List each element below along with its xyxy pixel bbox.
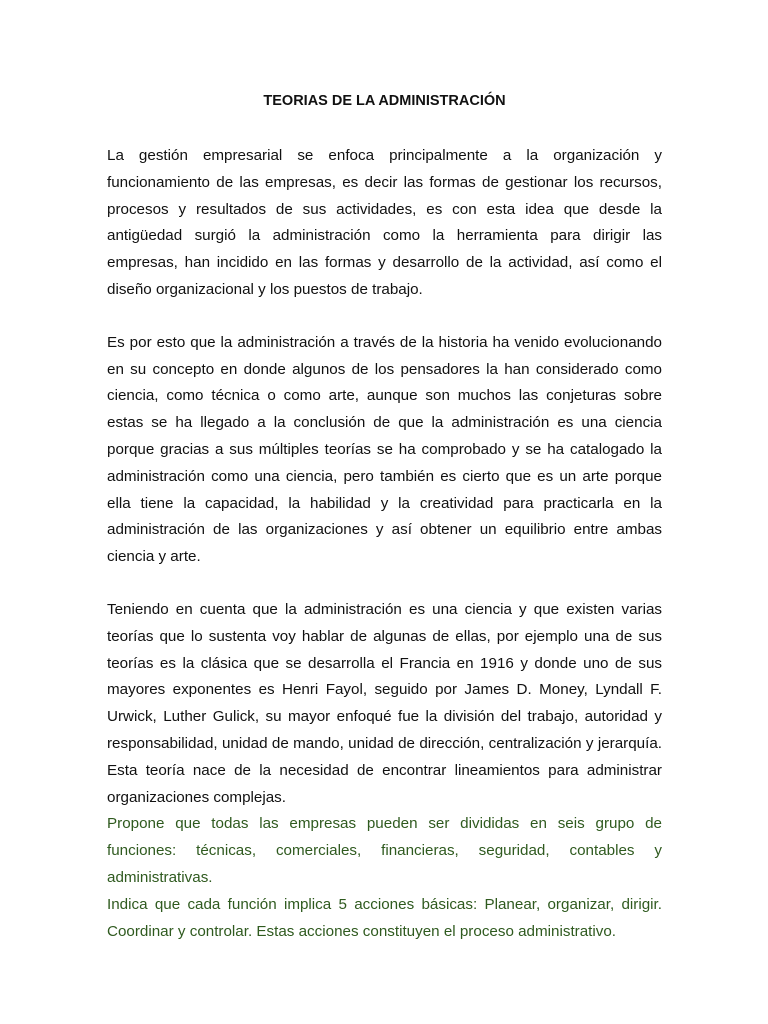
paragraph-3: Teniendo en cuenta que la administración es una ciencia y que existen varias teorías que lo sustenta voy hablar de algunas de ellas, por ejemplo una de sus teorías es la clásica que se desarrolla el Francia en 1916 y donde uno de sus mayores exponentes es Henri Fayol, seguido por James D. Money, Lyndall F. Urwick, Luther Gulick, su mayor enfoqué fue la división del trabajo, autoridad y responsabilidad, unidad de mando, unidad de dirección, centralización y jerarquía. Esta teoría nace de la necesidad de encontrar lineamientos para administrar organizaciones complejas.	[107, 600, 662, 806]
document-title: TEORIAS DE LA ADMINISTRACIÓN	[263, 93, 506, 109]
document-body	[107, 86, 662, 945]
green-paragraph-2: Indica que cada función implica 5 acciones básicas: Planear, organizar, dirigir. Coordinar y controlar. Estas acciones constituyen el proceso administrativo.	[107, 895, 662, 940]
paragraph-1: La gestión empresarial se enfoca principalmente a la organización y funcionamiento de las empresas, es decir las formas de gestionar los recursos, procesos y resultados de sus actividades, es con esta idea que desde la antigüedad surgió la administración como la herramienta para dirigir las empresas, han incidido en las formas y desarrollo de la actividad, así como el diseño organizacional y los puestos de trabajo.	[107, 147, 662, 298]
green-paragraph-1: Propone que todas las empresas pueden ser divididas en seis grupo de funciones: técnicas, comerciales, financieras, seguridad, contables y administrativas.	[107, 815, 662, 886]
paragraph-2: Es por esto que la administración a través de la historia ha venido evolucionando en su concepto en donde algunos de los pensadores la han considerado como ciencia, como técnica o como arte, aunque son muchos las conjeturas sobre estas se ha llegado a la conclusión de que la administración es una ciencia porque gracias a sus múltiples teorías se ha comprobado y se ha catalogado la administración como una ciencia, pero también es cierto que es un arte porque ella tiene la capacidad, la habilidad y la creatividad para practicarla en la administración de las organizaciones y así obtener un equilibrio entre ambas ciencia y arte.	[107, 333, 662, 566]
